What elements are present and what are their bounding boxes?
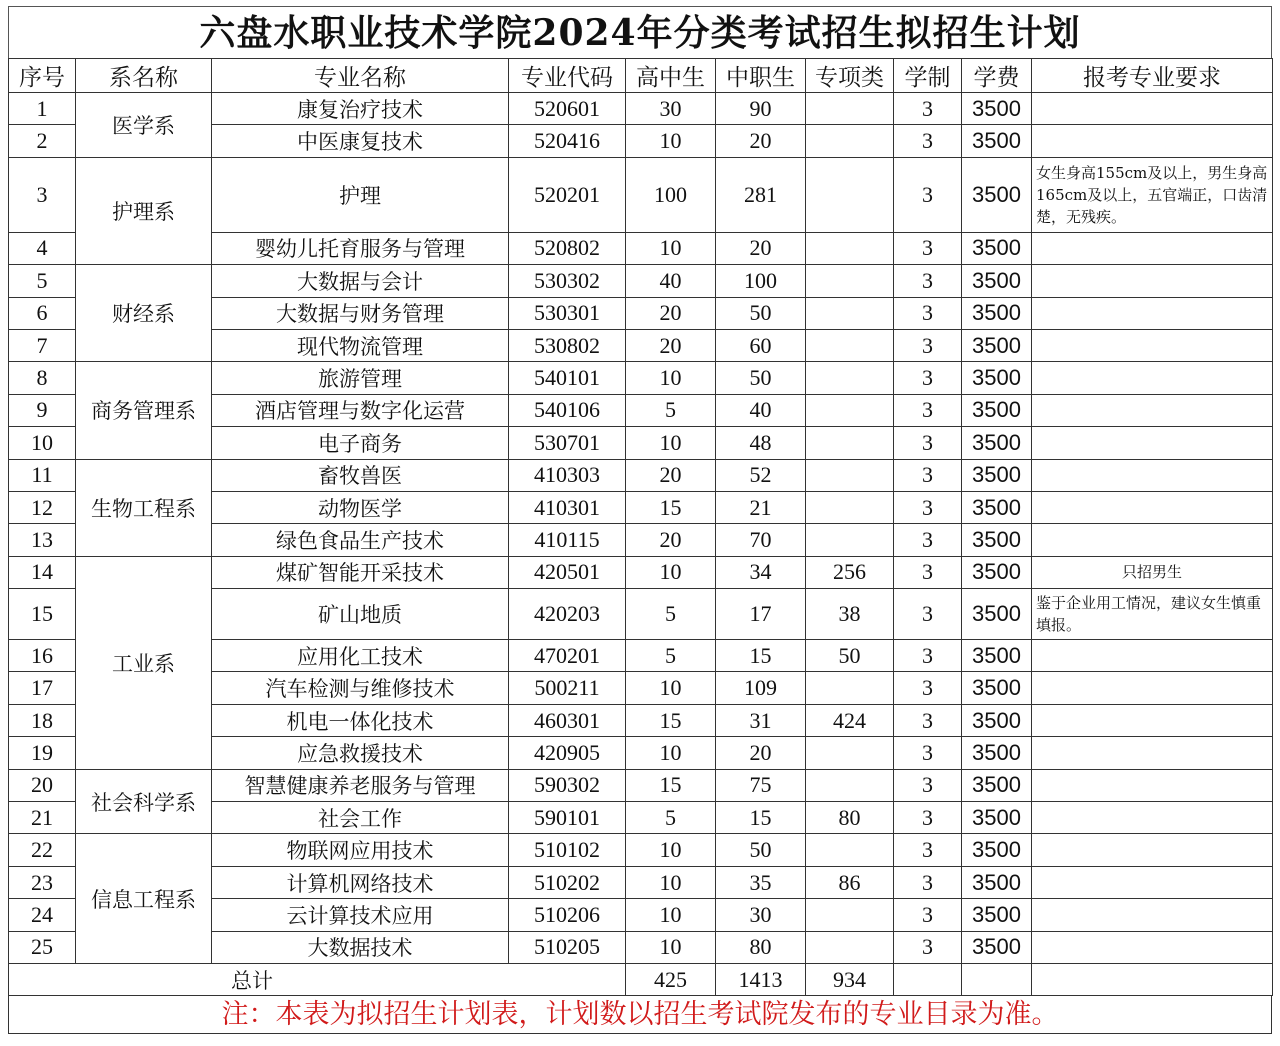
cell-req <box>1032 640 1273 672</box>
cell-fee: 3500 <box>962 491 1032 523</box>
cell-years: 3 <box>894 672 962 704</box>
cell-code: 520601 <box>509 93 626 125</box>
dept-cell: 商务管理系 <box>76 362 212 459</box>
total-row <box>9 963 1273 995</box>
cell-fee: 3500 <box>962 640 1032 672</box>
total-vs: 1413 <box>716 963 806 995</box>
cell-code: 530802 <box>509 329 626 361</box>
cell-seq: 2 <box>9 125 76 157</box>
cell-seq: 12 <box>9 491 76 523</box>
table-row <box>9 556 1273 588</box>
cell-special: 50 <box>806 640 894 672</box>
cell-hs: 10 <box>626 899 716 931</box>
cell-req: 女生身高155cm及以上，男生身高165cm及以上，五官端正，口齿清楚，无残疾。 <box>1032 157 1273 232</box>
cell-req <box>1032 362 1273 394</box>
header-vocational: 中职生 <box>716 59 806 93</box>
cell-special <box>806 329 894 361</box>
cell-years: 3 <box>894 329 962 361</box>
dept-cell: 信息工程系 <box>76 834 212 964</box>
cell-major: 绿色食品生产技术 <box>212 524 509 556</box>
cell-major: 云计算技术应用 <box>212 899 509 931</box>
page-title: 六盘水职业技术学院2024年分类考试招生拟招生计划 <box>8 6 1272 58</box>
cell-fee: 3500 <box>962 157 1032 232</box>
dept-cell: 工业系 <box>76 556 212 769</box>
cell-code: 520802 <box>509 232 626 264</box>
cell-seq: 18 <box>9 704 76 736</box>
cell-special <box>806 737 894 769</box>
dept-cell: 医学系 <box>76 93 212 158</box>
cell-hs: 10 <box>626 672 716 704</box>
cell-major: 畜牧兽医 <box>212 459 509 491</box>
cell-years: 3 <box>894 589 962 640</box>
cell-years: 3 <box>894 769 962 801</box>
cell-req <box>1032 125 1273 157</box>
cell-req <box>1032 329 1273 361</box>
cell-code: 410303 <box>509 459 626 491</box>
cell-hs: 30 <box>626 93 716 125</box>
cell-req <box>1032 834 1273 866</box>
cell-seq: 9 <box>9 394 76 426</box>
cell-special <box>806 834 894 866</box>
cell-code: 520201 <box>509 157 626 232</box>
cell-req <box>1032 297 1273 329</box>
cell-years: 3 <box>894 704 962 736</box>
dept-cell: 财经系 <box>76 265 212 362</box>
table-row <box>9 769 1273 801</box>
cell-code: 520416 <box>509 125 626 157</box>
cell-special <box>806 297 894 329</box>
cell-hs: 10 <box>626 427 716 459</box>
cell-req <box>1032 427 1273 459</box>
cell-vs: 15 <box>716 640 806 672</box>
cell-special <box>806 93 894 125</box>
cell-vs: 100 <box>716 265 806 297</box>
cell-seq: 13 <box>9 524 76 556</box>
cell-vs: 31 <box>716 704 806 736</box>
cell-major: 物联网应用技术 <box>212 834 509 866</box>
cell-hs: 5 <box>626 394 716 426</box>
cell-fee: 3500 <box>962 899 1032 931</box>
total-special: 934 <box>806 963 894 995</box>
cell-req <box>1032 232 1273 264</box>
cell-major: 社会工作 <box>212 802 509 834</box>
cell-code: 410115 <box>509 524 626 556</box>
cell-hs: 15 <box>626 491 716 523</box>
cell-years: 3 <box>894 125 962 157</box>
cell-special <box>806 459 894 491</box>
cell-fee: 3500 <box>962 125 1032 157</box>
cell-years: 3 <box>894 232 962 264</box>
cell-fee: 3500 <box>962 589 1032 640</box>
cell-fee: 3500 <box>962 931 1032 963</box>
cell-seq: 16 <box>9 640 76 672</box>
cell-years: 3 <box>894 265 962 297</box>
cell-seq: 14 <box>9 556 76 588</box>
cell-special <box>806 232 894 264</box>
total-years-empty <box>894 963 962 995</box>
cell-hs: 10 <box>626 834 716 866</box>
cell-hs: 10 <box>626 866 716 898</box>
cell-major: 电子商务 <box>212 427 509 459</box>
cell-fee: 3500 <box>962 93 1032 125</box>
cell-major: 智慧健康养老服务与管理 <box>212 769 509 801</box>
cell-code: 470201 <box>509 640 626 672</box>
cell-seq: 19 <box>9 737 76 769</box>
cell-code: 530301 <box>509 297 626 329</box>
cell-fee: 3500 <box>962 394 1032 426</box>
total-label: 总计 <box>9 963 626 995</box>
cell-vs: 20 <box>716 232 806 264</box>
cell-seq: 5 <box>9 265 76 297</box>
cell-fee: 3500 <box>962 556 1032 588</box>
cell-special <box>806 672 894 704</box>
header-special: 专项类 <box>806 59 894 93</box>
cell-hs: 20 <box>626 297 716 329</box>
cell-seq: 15 <box>9 589 76 640</box>
cell-hs: 5 <box>626 640 716 672</box>
cell-seq: 7 <box>9 329 76 361</box>
cell-vs: 75 <box>716 769 806 801</box>
cell-major: 大数据与财务管理 <box>212 297 509 329</box>
cell-major: 旅游管理 <box>212 362 509 394</box>
cell-vs: 50 <box>716 362 806 394</box>
cell-major: 康复治疗技术 <box>212 93 509 125</box>
cell-hs: 40 <box>626 265 716 297</box>
cell-code: 420203 <box>509 589 626 640</box>
total-fee-empty <box>962 963 1032 995</box>
cell-major: 应用化工技术 <box>212 640 509 672</box>
table-row <box>9 157 1273 232</box>
cell-vs: 50 <box>716 297 806 329</box>
cell-seq: 17 <box>9 672 76 704</box>
cell-seq: 3 <box>9 157 76 232</box>
cell-hs: 20 <box>626 329 716 361</box>
cell-special <box>806 491 894 523</box>
cell-vs: 90 <box>716 93 806 125</box>
cell-req <box>1032 394 1273 426</box>
cell-major: 现代物流管理 <box>212 329 509 361</box>
cell-fee: 3500 <box>962 704 1032 736</box>
cell-fee: 3500 <box>962 329 1032 361</box>
cell-vs: 52 <box>716 459 806 491</box>
cell-code: 530701 <box>509 427 626 459</box>
cell-req <box>1032 491 1273 523</box>
cell-special: 256 <box>806 556 894 588</box>
cell-fee: 3500 <box>962 737 1032 769</box>
cell-vs: 281 <box>716 157 806 232</box>
cell-fee: 3500 <box>962 265 1032 297</box>
cell-special <box>806 931 894 963</box>
cell-req <box>1032 672 1273 704</box>
cell-special <box>806 394 894 426</box>
cell-req <box>1032 931 1273 963</box>
cell-seq: 20 <box>9 769 76 801</box>
cell-years: 3 <box>894 899 962 931</box>
cell-major: 机电一体化技术 <box>212 704 509 736</box>
cell-fee: 3500 <box>962 362 1032 394</box>
cell-hs: 5 <box>626 802 716 834</box>
cell-vs: 70 <box>716 524 806 556</box>
cell-years: 3 <box>894 524 962 556</box>
cell-code: 420501 <box>509 556 626 588</box>
cell-hs: 15 <box>626 769 716 801</box>
cell-years: 3 <box>894 297 962 329</box>
total-req-empty <box>1032 963 1273 995</box>
cell-years: 3 <box>894 834 962 866</box>
cell-years: 3 <box>894 737 962 769</box>
cell-major: 动物医学 <box>212 491 509 523</box>
cell-code: 460301 <box>509 704 626 736</box>
cell-fee: 3500 <box>962 427 1032 459</box>
cell-special <box>806 125 894 157</box>
cell-fee: 3500 <box>962 297 1032 329</box>
cell-special: 424 <box>806 704 894 736</box>
cell-vs: 34 <box>716 556 806 588</box>
cell-vs: 35 <box>716 866 806 898</box>
cell-special: 86 <box>806 866 894 898</box>
cell-vs: 17 <box>716 589 806 640</box>
cell-major: 护理 <box>212 157 509 232</box>
cell-major: 中医康复技术 <box>212 125 509 157</box>
cell-req <box>1032 737 1273 769</box>
cell-code: 590101 <box>509 802 626 834</box>
cell-seq: 22 <box>9 834 76 866</box>
cell-years: 3 <box>894 394 962 426</box>
cell-vs: 40 <box>716 394 806 426</box>
cell-fee: 3500 <box>962 802 1032 834</box>
cell-years: 3 <box>894 640 962 672</box>
cell-seq: 8 <box>9 362 76 394</box>
cell-req <box>1032 265 1273 297</box>
cell-years: 3 <box>894 802 962 834</box>
cell-code: 510205 <box>509 931 626 963</box>
cell-seq: 21 <box>9 802 76 834</box>
cell-major: 酒店管理与数字化运营 <box>212 394 509 426</box>
cell-special <box>806 899 894 931</box>
cell-hs: 5 <box>626 589 716 640</box>
cell-vs: 48 <box>716 427 806 459</box>
cell-special <box>806 157 894 232</box>
cell-code: 410301 <box>509 491 626 523</box>
cell-req <box>1032 899 1273 931</box>
header-requirements: 报考专业要求 <box>1032 59 1273 93</box>
cell-req <box>1032 524 1273 556</box>
cell-vs: 50 <box>716 834 806 866</box>
cell-vs: 20 <box>716 125 806 157</box>
cell-req: 鉴于企业用工情况，建议女生慎重填报。 <box>1032 589 1273 640</box>
cell-major: 大数据技术 <box>212 931 509 963</box>
cell-special <box>806 769 894 801</box>
cell-major: 大数据与会计 <box>212 265 509 297</box>
cell-years: 3 <box>894 157 962 232</box>
cell-seq: 4 <box>9 232 76 264</box>
header-fee: 学费 <box>962 59 1032 93</box>
cell-req <box>1032 704 1273 736</box>
cell-code: 540101 <box>509 362 626 394</box>
cell-hs: 10 <box>626 362 716 394</box>
cell-vs: 15 <box>716 802 806 834</box>
cell-vs: 20 <box>716 737 806 769</box>
table-row <box>9 265 1273 297</box>
cell-fee: 3500 <box>962 232 1032 264</box>
header-high-school: 高中生 <box>626 59 716 93</box>
cell-years: 3 <box>894 556 962 588</box>
cell-years: 3 <box>894 491 962 523</box>
plan-sheet <box>8 6 1272 1034</box>
cell-special <box>806 362 894 394</box>
cell-hs: 10 <box>626 232 716 264</box>
cell-hs: 10 <box>626 556 716 588</box>
cell-special <box>806 524 894 556</box>
cell-code: 590302 <box>509 769 626 801</box>
cell-code: 510102 <box>509 834 626 866</box>
header-row <box>9 59 1273 93</box>
cell-code: 530302 <box>509 265 626 297</box>
cell-fee: 3500 <box>962 459 1032 491</box>
cell-fee: 3500 <box>962 524 1032 556</box>
cell-hs: 10 <box>626 737 716 769</box>
footnote: 注：本表为拟招生计划表，计划数以招生考试院发布的专业目录为准。 <box>8 996 1272 1034</box>
table-row <box>9 362 1273 394</box>
cell-hs: 20 <box>626 459 716 491</box>
cell-years: 3 <box>894 93 962 125</box>
cell-code: 510202 <box>509 866 626 898</box>
cell-hs: 20 <box>626 524 716 556</box>
cell-vs: 109 <box>716 672 806 704</box>
cell-vs: 30 <box>716 899 806 931</box>
table-row <box>9 834 1273 866</box>
cell-vs: 80 <box>716 931 806 963</box>
cell-major: 汽车检测与维修技术 <box>212 672 509 704</box>
header-major: 专业名称 <box>212 59 509 93</box>
cell-major: 应急救援技术 <box>212 737 509 769</box>
header-code: 专业代码 <box>509 59 626 93</box>
cell-req <box>1032 93 1273 125</box>
cell-fee: 3500 <box>962 866 1032 898</box>
cell-years: 3 <box>894 866 962 898</box>
cell-req <box>1032 802 1273 834</box>
cell-seq: 11 <box>9 459 76 491</box>
total-hs: 425 <box>626 963 716 995</box>
cell-years: 3 <box>894 931 962 963</box>
cell-code: 540106 <box>509 394 626 426</box>
table-body <box>9 93 1273 996</box>
cell-seq: 24 <box>9 899 76 931</box>
cell-vs: 21 <box>716 491 806 523</box>
enrollment-plan-table <box>8 58 1273 996</box>
cell-seq: 23 <box>9 866 76 898</box>
cell-code: 420905 <box>509 737 626 769</box>
cell-hs: 10 <box>626 931 716 963</box>
cell-years: 3 <box>894 459 962 491</box>
cell-major: 计算机网络技术 <box>212 866 509 898</box>
cell-hs: 100 <box>626 157 716 232</box>
cell-seq: 6 <box>9 297 76 329</box>
table-row <box>9 93 1273 125</box>
cell-req: 只招男生 <box>1032 556 1273 588</box>
cell-req <box>1032 459 1273 491</box>
cell-major: 煤矿智能开采技术 <box>212 556 509 588</box>
cell-years: 3 <box>894 362 962 394</box>
dept-cell: 护理系 <box>76 157 212 264</box>
cell-seq: 25 <box>9 931 76 963</box>
dept-cell: 生物工程系 <box>76 459 212 556</box>
cell-fee: 3500 <box>962 834 1032 866</box>
cell-req <box>1032 769 1273 801</box>
cell-fee: 3500 <box>962 769 1032 801</box>
table-row <box>9 459 1273 491</box>
cell-special: 38 <box>806 589 894 640</box>
cell-special <box>806 265 894 297</box>
cell-hs: 15 <box>626 704 716 736</box>
cell-code: 500211 <box>509 672 626 704</box>
header-years: 学制 <box>894 59 962 93</box>
cell-seq: 1 <box>9 93 76 125</box>
cell-major: 矿山地质 <box>212 589 509 640</box>
header-dept: 系名称 <box>76 59 212 93</box>
cell-fee: 3500 <box>962 672 1032 704</box>
cell-special: 80 <box>806 802 894 834</box>
cell-req <box>1032 866 1273 898</box>
cell-vs: 60 <box>716 329 806 361</box>
dept-cell: 社会科学系 <box>76 769 212 834</box>
cell-hs: 10 <box>626 125 716 157</box>
cell-major: 婴幼儿托育服务与管理 <box>212 232 509 264</box>
cell-special <box>806 427 894 459</box>
header-seq: 序号 <box>9 59 76 93</box>
cell-code: 510206 <box>509 899 626 931</box>
cell-seq: 10 <box>9 427 76 459</box>
cell-years: 3 <box>894 427 962 459</box>
